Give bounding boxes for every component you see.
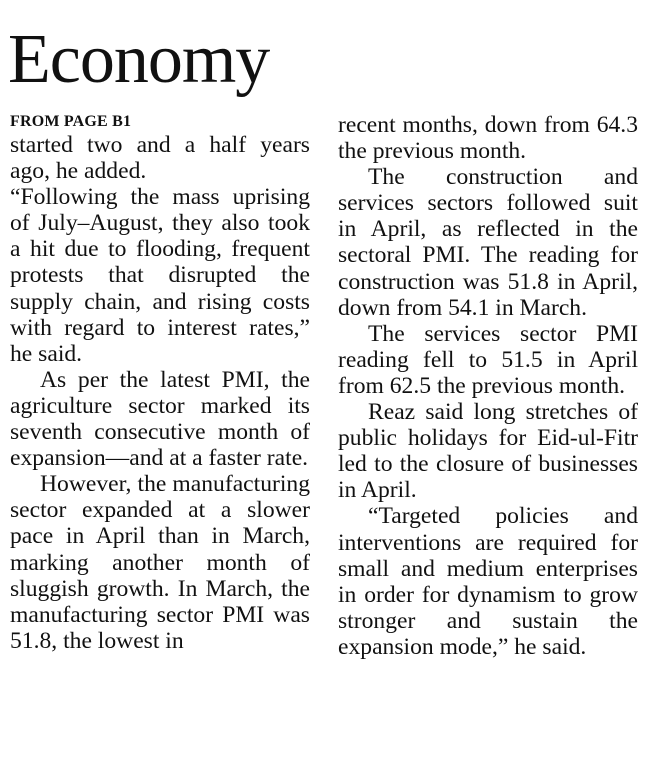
headline: Economy [8, 21, 270, 98]
paragraph: “Following the mass uprising of July–August, they also took a hit due to flooding, frequent protests that disrupted the supply chain, and rising costs with regard to interest rates,” he said. [10, 184, 310, 367]
article-column-left [10, 112, 310, 654]
article-column-right [338, 112, 638, 660]
paragraph: started two and a half years ago, he added. [10, 132, 310, 185]
paragraph: Reaz said long stretches of public holidays for Eid-ul-Fitr led to the closure of businesses in April. [338, 399, 638, 504]
paragraph: recent months, down from 64.3 the previous month. [338, 112, 638, 165]
paragraph: As per the latest PMI, the agriculture sector marked its seventh consecutive month of expansion—and at a faster rate. [10, 366, 310, 472]
paragraph: The construction and services sectors followed suit in April, as reflected in the sectoral PMI. The reading for construction was 51.8 in April, down from 54.1 in March. [338, 164, 638, 321]
paragraph: However, the manufacturing sector expanded at a slower pace in April than in March, marking another month of sluggish growth. In March, the manufacturing sector PMI was 51.8, the lowest in [10, 471, 310, 654]
jump-label: FROM PAGE B1 [10, 113, 132, 130]
paragraph: “Targeted policies and interventions are required for small and medium enterprises in order for dynamism to grow stronger and sustain the expansion mode,” he said. [338, 503, 638, 660]
paragraph: The services sector PMI reading fell to 51.5 in April from 62.5 the previous month. [338, 320, 638, 399]
